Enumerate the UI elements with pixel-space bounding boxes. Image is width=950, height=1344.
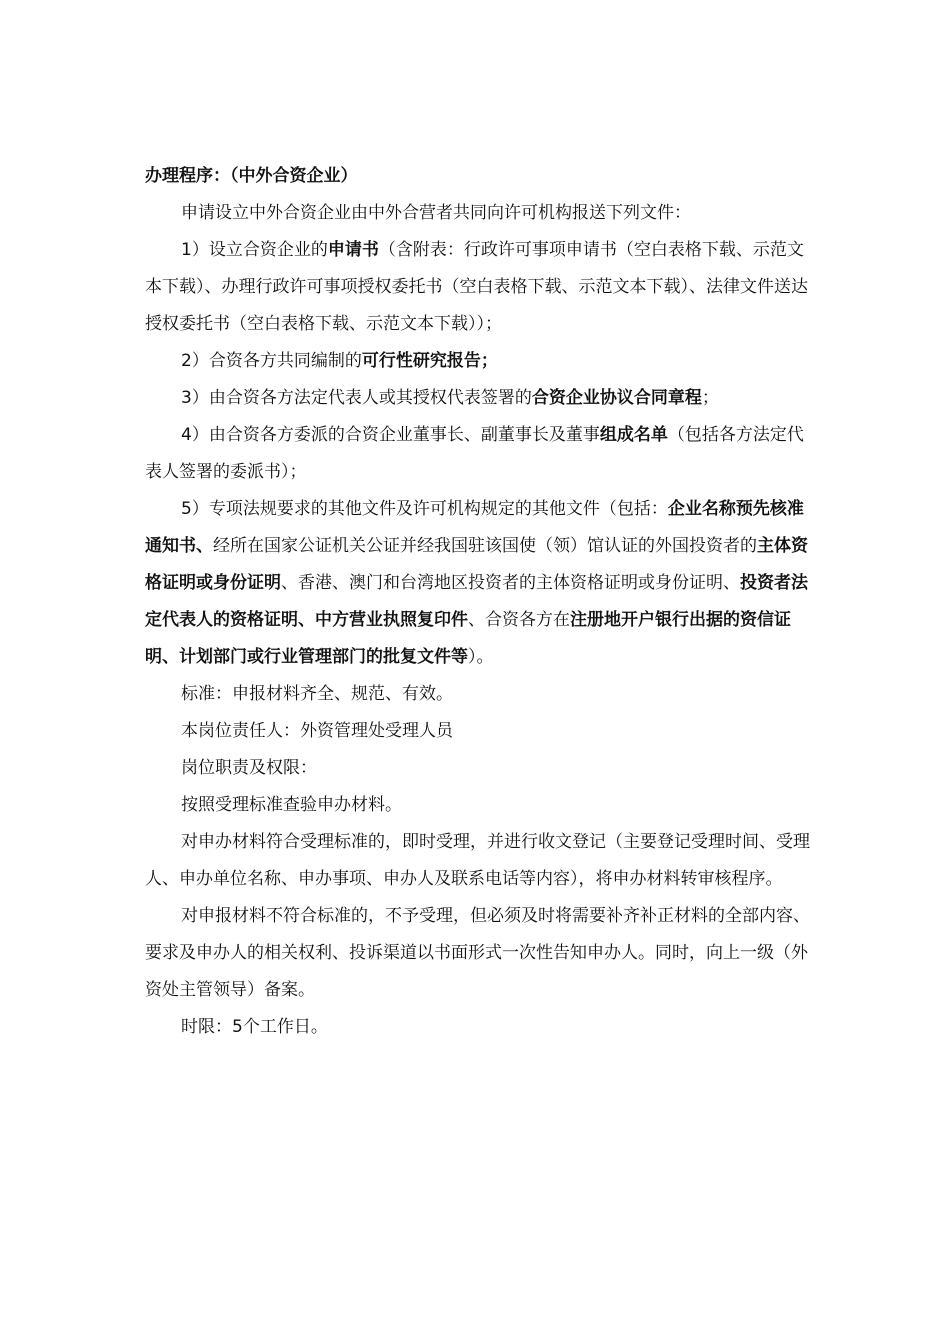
responsible-person-paragraph: 本岗位责任人：外资管理处受理人员 xyxy=(181,721,453,741)
item-bold-text: 企业名称预先核准通知书、 xyxy=(145,499,804,556)
time-limit-prefix: 时限： xyxy=(181,1017,232,1037)
duty-paragraph-2: 对申办材料符合受理标准的，即时受理，并进行收文登记（主要登记受理时间、受理人、申办单位名称、申办事项、申办人及联系电话等内容），将申办材料转审核程序。 xyxy=(145,832,810,889)
item-number: 3） xyxy=(181,388,209,408)
item-number: 2） xyxy=(181,351,209,371)
item-bold-text: 申请书 xyxy=(327,240,379,260)
item-text: ； xyxy=(701,388,719,408)
item-text: （含附表：行政许可事项申请书（空白表格下载、示范文本下载）、办理行政许可事项授权委托书（空白表格下载、示范文本下载）、法律文件送达授权委托书（空白表格下载、示范文本下载））； xyxy=(145,240,808,334)
item-bold-text: 合资企业协议合同章程 xyxy=(531,388,702,408)
item-text: ）。 xyxy=(468,647,494,667)
item-bold-text: 主体资格证明或身份证明 xyxy=(145,536,808,593)
list-item-4 xyxy=(145,417,810,491)
list-item-3 xyxy=(145,380,810,417)
item-bold-text: 投资者法定代表人的资格证明、中方营业执照复印件 xyxy=(145,573,808,630)
item-text: 设立合资企业的 xyxy=(208,240,328,260)
item-text: 、香港、澳门和台湾地区投资者的主体资格证明或身份证明、 xyxy=(281,573,740,593)
list-item-1 xyxy=(145,232,810,343)
item-text: 合资各方共同编制的 xyxy=(208,351,362,371)
duty-paragraph-1: 按照受理标准查验申办材料。 xyxy=(181,795,402,815)
list-item-2 xyxy=(145,343,810,380)
item-number: 5） xyxy=(181,499,209,519)
item-text: 由合资各方法定代表人或其授权代表签署的 xyxy=(208,388,532,408)
item-text: 、合资各方在 xyxy=(468,610,570,630)
item-text: （包括各方法定代表人签署的委派书）； xyxy=(145,425,804,482)
standard-paragraph: 标准：申报材料齐全、规范、有效。 xyxy=(181,684,453,704)
time-limit-number: 5 xyxy=(232,1017,243,1037)
intro-paragraph: 申请设立中外合资企业由中外合营者共同向许可机构报送下列文件： xyxy=(181,203,691,223)
item-number: 4） xyxy=(181,425,209,445)
item-bold-text: 注册地开户银行出据的资信证明、计划部门或行业管理部门的批复文件等 xyxy=(145,610,791,667)
duty-paragraph-3: 对申报材料不符合标准的，不予受理，但必须及时将需要补齐补正材料的全部内容、要求及申办人的相关权利、投诉渠道以书面形式一次性告知申办人。同时，向上一级（外资处主管领导）备案。 xyxy=(145,906,810,1000)
time-limit-paragraph xyxy=(145,1009,810,1046)
duties-title: 岗位职责及权限： xyxy=(181,758,317,778)
time-limit-suffix: 个工作日。 xyxy=(242,1017,328,1037)
list-item-5 xyxy=(145,491,810,676)
document-body xyxy=(145,158,810,1046)
section-heading: 办理程序：（中外合资企业） xyxy=(145,166,358,186)
item-text: 由合资各方委派的合资企业董事长、副董事长及董事 xyxy=(208,425,600,445)
item-text: 专项法规要求的其他文件及许可机构规定的其他文件（包括： xyxy=(208,499,668,519)
item-number: 1） xyxy=(181,240,209,260)
item-text: 经所在国家公证机关公证并经我国驻该国使（领）馆认证的外国投资者的 xyxy=(213,536,757,556)
item-bold-text: 可行性研究报告； xyxy=(361,351,498,371)
item-bold-text: 组成名单 xyxy=(599,425,668,445)
